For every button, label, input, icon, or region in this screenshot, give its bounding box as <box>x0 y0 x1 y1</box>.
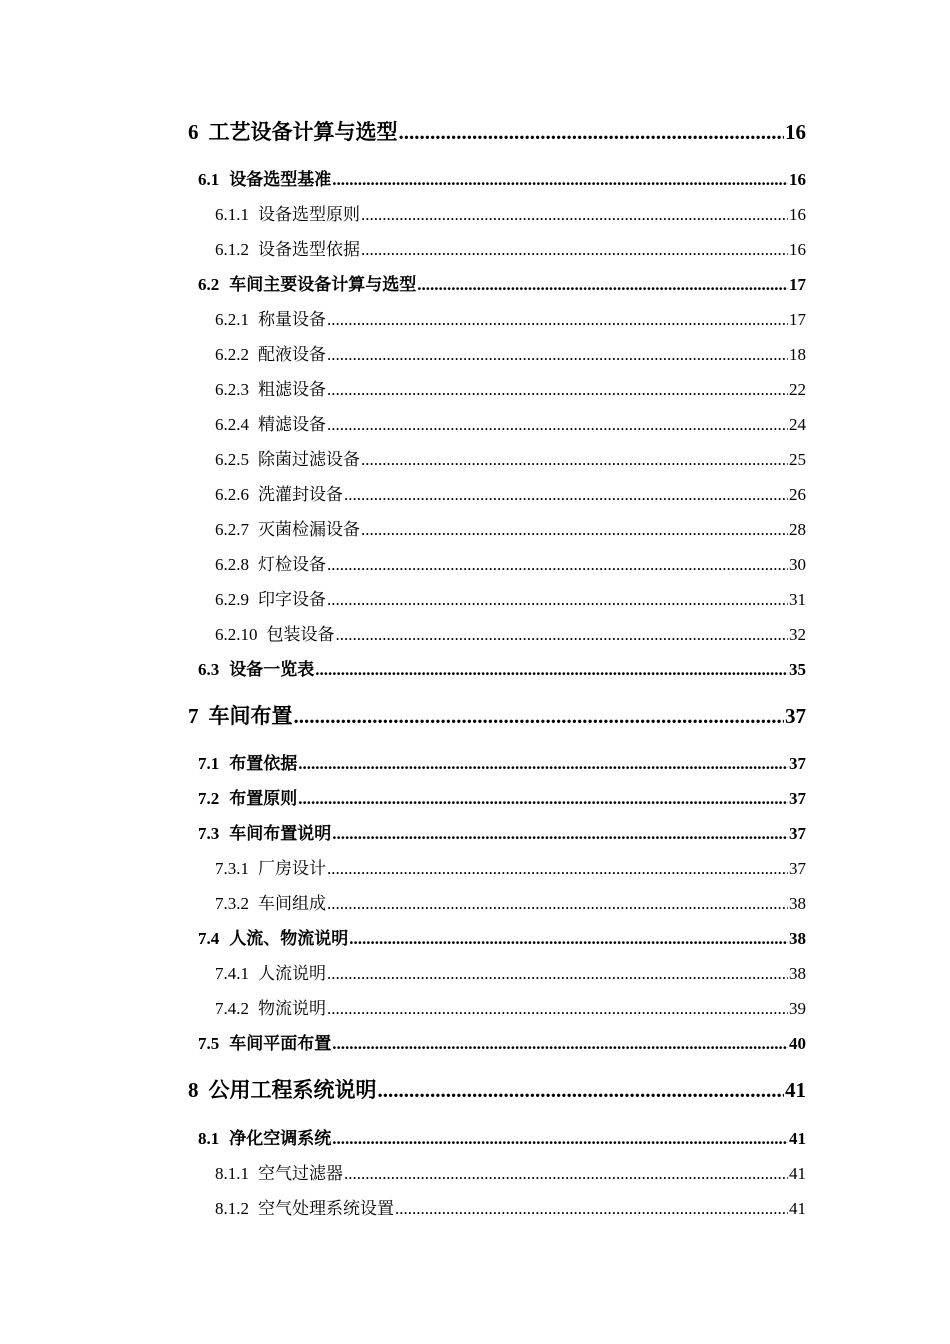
toc-entry-number: 8.1.2 <box>215 1199 249 1218</box>
toc-entry-number: 6.2.9 <box>215 590 249 609</box>
toc-entry-page-number: 41 <box>789 1129 806 1148</box>
toc-entry-title: 印字设备 <box>258 590 326 609</box>
toc-entry-level-3[interactable] <box>215 235 806 259</box>
toc-entry-title: 车间组成 <box>258 894 326 913</box>
toc-entry-level-3[interactable] <box>215 959 806 983</box>
toc-entry-page-number: 22 <box>789 380 806 399</box>
toc-entry-title: 车间布置 <box>208 704 293 728</box>
toc-entry-level-3[interactable] <box>215 445 806 469</box>
toc-entry-level-2[interactable] <box>198 165 806 189</box>
toc-entry-page-number: 41 <box>789 1164 806 1183</box>
toc-entry-title: 除菌过滤设备 <box>258 450 360 469</box>
toc-entry-title: 配液设备 <box>258 345 326 364</box>
toc-entry-level-3[interactable] <box>215 515 806 539</box>
toc-entry-title: 厂房设计 <box>258 859 326 878</box>
toc-entry-page-number: 24 <box>789 415 806 434</box>
toc-entry-title: 称量设备 <box>258 310 326 329</box>
toc-entry-page-number: 16 <box>789 205 806 224</box>
toc-entry-page-number: 16 <box>789 170 806 189</box>
toc-entry-level-3[interactable] <box>215 410 806 434</box>
toc-entry-level-2[interactable] <box>198 784 806 808</box>
toc-entry-level-1[interactable] <box>188 1074 806 1104</box>
toc-entry-page-number: 18 <box>789 345 806 364</box>
toc-entry-page-number: 38 <box>789 894 806 913</box>
toc-entry-level-3[interactable] <box>215 620 806 644</box>
toc-entry-title: 设备一览表 <box>229 660 315 679</box>
toc-entry-title: 空气过滤器 <box>258 1164 343 1183</box>
dot-leader <box>361 520 788 540</box>
toc-entry-title: 车间主要设备计算与选型 <box>229 275 417 294</box>
toc-entry-level-3[interactable] <box>215 550 806 574</box>
dot-leader <box>332 1129 788 1149</box>
toc-entry-level-3[interactable] <box>215 994 806 1018</box>
toc-entry-page-number: 37 <box>785 704 806 728</box>
toc-entry-page-number: 35 <box>789 660 806 679</box>
dot-leader <box>327 999 788 1019</box>
toc-entry-number: 7 <box>188 704 199 728</box>
toc-entry-number: 7.3 <box>198 824 220 843</box>
toc-entry-level-3[interactable] <box>215 375 806 399</box>
dot-leader <box>349 929 788 949</box>
dot-leader <box>327 555 788 575</box>
dot-leader <box>344 1164 788 1184</box>
dot-leader <box>298 789 788 809</box>
toc-entry-level-3[interactable] <box>215 480 806 504</box>
toc-entry-level-2[interactable] <box>198 819 806 843</box>
toc-entry-title: 布置依据 <box>229 754 298 773</box>
toc-entry-number: 6.2.1 <box>215 310 249 329</box>
toc-entry-page-number: 37 <box>789 754 806 773</box>
toc-entry-page-number: 25 <box>789 450 806 469</box>
toc-entry-title: 空气处理系统设置 <box>258 1199 394 1218</box>
toc-entry-title: 设备选型原则 <box>258 205 360 224</box>
toc-entry-title: 物流说明 <box>258 999 326 1018</box>
toc-entry-title: 人流说明 <box>258 964 326 983</box>
toc-entry-level-3[interactable] <box>215 889 806 913</box>
toc-entry-number: 8.1.1 <box>215 1164 249 1183</box>
dot-leader <box>417 275 788 295</box>
dot-leader <box>327 590 788 610</box>
toc-entry-title: 包装设备 <box>266 625 335 644</box>
dot-leader <box>361 205 788 225</box>
toc-entry-number: 6 <box>188 120 199 144</box>
toc-entry-page-number: 37 <box>789 824 806 843</box>
toc-entry-level-3[interactable] <box>215 1194 806 1218</box>
toc-entry-level-3[interactable] <box>215 340 806 364</box>
toc-entry-title: 设备选型依据 <box>258 240 360 259</box>
dot-leader <box>361 240 788 260</box>
toc-entry-title: 灯检设备 <box>258 555 326 574</box>
toc-entry-level-1[interactable] <box>188 116 806 146</box>
toc-entry-page-number: 17 <box>789 310 806 329</box>
dot-leader <box>361 450 788 470</box>
toc-entry-page-number: 37 <box>789 789 806 808</box>
dot-leader <box>315 660 788 680</box>
dot-leader <box>399 120 785 145</box>
toc-entry-page-number: 26 <box>789 485 806 504</box>
toc-entry-page-number: 17 <box>789 275 806 294</box>
toc-entry-page-number: 16 <box>789 240 806 259</box>
dot-leader <box>344 485 788 505</box>
toc-entry-page-number: 38 <box>789 964 806 983</box>
dot-leader <box>332 1034 788 1054</box>
toc-entry-page-number: 28 <box>789 520 806 539</box>
toc-entry-level-2[interactable] <box>198 270 806 294</box>
toc-entry-level-3[interactable] <box>215 854 806 878</box>
toc-entry-number: 6.2.7 <box>215 520 249 539</box>
dot-leader <box>332 824 788 844</box>
toc-entry-level-3[interactable] <box>215 1159 806 1183</box>
toc-entry-level-2[interactable] <box>198 655 806 679</box>
toc-entry-title: 公用工程系统说明 <box>208 1078 377 1102</box>
toc-entry-number: 6.1 <box>198 170 220 189</box>
toc-entry-number: 6.2.4 <box>215 415 249 434</box>
toc-entry-number: 6.2 <box>198 275 220 294</box>
dot-leader <box>332 170 788 190</box>
toc-entry-number: 7.4 <box>198 929 220 948</box>
toc-entry-level-2[interactable] <box>198 924 806 948</box>
toc-entry-page-number: 31 <box>789 590 806 609</box>
toc-entry-number: 6.2.6 <box>215 485 249 504</box>
dot-leader <box>298 754 788 774</box>
toc-entry-title: 洗灌封设备 <box>258 485 343 504</box>
toc-entry-page-number: 41 <box>789 1199 806 1218</box>
toc-entry-level-2[interactable] <box>198 749 806 773</box>
toc-entry-title: 车间平面布置 <box>229 1034 332 1053</box>
dot-leader <box>327 380 788 400</box>
dot-leader <box>378 1078 785 1103</box>
toc-entry-number: 7.1 <box>198 754 220 773</box>
toc-entry-number: 6.1.2 <box>215 240 249 259</box>
toc-entry-number: 8.1 <box>198 1129 220 1148</box>
dot-leader <box>327 964 788 984</box>
toc-entry-number: 6.2.3 <box>215 380 249 399</box>
toc-entry-level-2[interactable] <box>198 1124 806 1148</box>
toc-entry-level-3[interactable] <box>215 585 806 609</box>
toc-entry-page-number: 41 <box>785 1078 806 1102</box>
dot-leader <box>395 1199 788 1219</box>
toc-entry-number: 7.4.1 <box>215 964 249 983</box>
toc-entry-number: 8 <box>188 1078 199 1102</box>
toc-entry-level-3[interactable] <box>215 305 806 329</box>
toc-entry-page-number: 38 <box>789 929 806 948</box>
toc-entry-title: 精滤设备 <box>258 415 326 434</box>
toc-entry-title: 布置原则 <box>229 789 298 808</box>
toc-entry-page-number: 32 <box>789 625 806 644</box>
toc-entry-title: 设备选型基准 <box>229 170 332 189</box>
toc-entry-title: 净化空调系统 <box>229 1129 332 1148</box>
dot-leader <box>336 625 789 645</box>
toc-entry-title: 灭菌检漏设备 <box>258 520 360 539</box>
toc-entry-number: 6.2.2 <box>215 345 249 364</box>
dot-leader <box>327 345 788 365</box>
toc-entry-number: 6.1.1 <box>215 205 249 224</box>
toc-entry-title: 人流、物流说明 <box>229 929 349 948</box>
toc-entry-page-number: 30 <box>789 555 806 574</box>
toc-entry-page-number: 39 <box>789 999 806 1018</box>
toc-entry-title: 粗滤设备 <box>258 380 326 399</box>
toc-entry-number: 6.2.5 <box>215 450 249 469</box>
toc-entry-number: 7.2 <box>198 789 220 808</box>
toc-entry-number: 7.4.2 <box>215 999 249 1018</box>
toc-entry-title: 车间布置说明 <box>229 824 332 843</box>
toc-entry-number: 7.5 <box>198 1034 220 1053</box>
toc-entry-level-3[interactable] <box>215 200 806 224</box>
toc-entry-number: 7.3.1 <box>215 859 249 878</box>
toc-entry-number: 6.2.10 <box>215 625 258 644</box>
dot-leader <box>327 310 788 330</box>
toc-entry-title: 工艺设备计算与选型 <box>208 120 398 144</box>
toc-entry-page-number: 37 <box>789 859 806 878</box>
toc-entry-level-2[interactable] <box>198 1029 806 1053</box>
dot-leader <box>327 415 788 435</box>
toc-entry-page-number: 16 <box>785 120 806 144</box>
toc-entry-number: 6.3 <box>198 660 220 679</box>
dot-leader <box>327 894 788 914</box>
toc-entry-level-1[interactable] <box>188 700 806 730</box>
toc-entry-page-number: 40 <box>789 1034 806 1053</box>
dot-leader <box>294 704 785 729</box>
toc-entry-number: 6.2.8 <box>215 555 249 574</box>
toc-entry-number: 7.3.2 <box>215 894 249 913</box>
dot-leader <box>327 859 788 879</box>
